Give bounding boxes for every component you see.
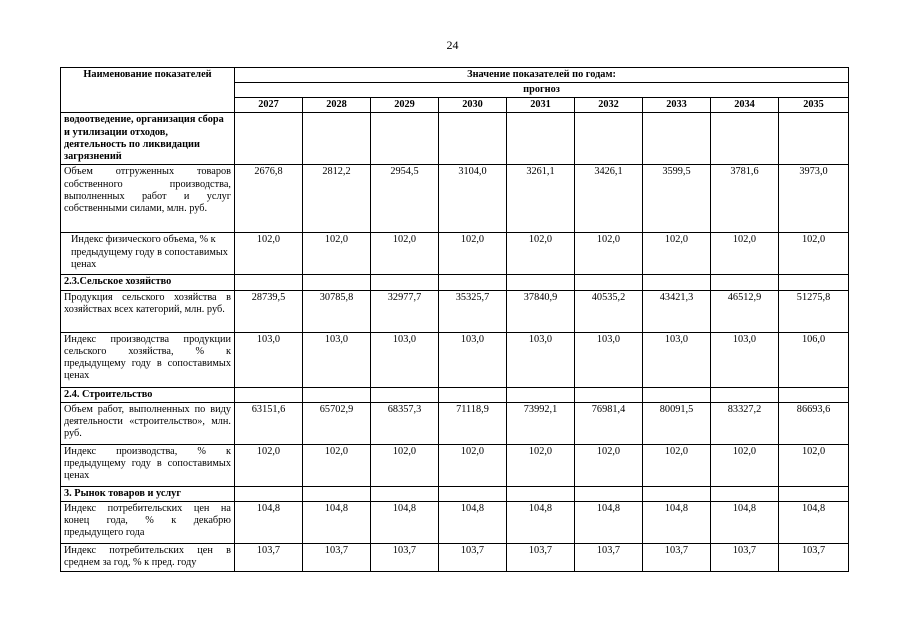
value-cell: 83327,2 [711,402,779,444]
value-cell: 103,7 [371,543,439,571]
row-label: Индекс производства, % к предыдущему году в сопоставимых ценах [61,444,235,486]
row-label: Индекс физического объема, % к предыдущему году в сопоставимых ценах [61,233,235,275]
row-label: Объем отгруженных товаров собственного производства, выполненных работ и услуг собственными силами, млн. руб. [61,165,235,233]
value-cell: 102,0 [235,233,303,275]
header-year: 2032 [575,98,643,113]
section-heading: 3. Рынок товаров и услуг [61,486,235,501]
value-cell: 102,0 [371,444,439,486]
value-cell: 103,0 [371,332,439,387]
value-cell: 37840,9 [507,290,575,332]
value-cell: 103,0 [507,332,575,387]
value-cell: 30785,8 [303,290,371,332]
value-cell: 103,0 [303,332,371,387]
table-row [61,444,849,486]
value-cell: 104,8 [235,501,303,543]
value-cell: 103,7 [303,543,371,571]
value-cell: 104,8 [507,501,575,543]
value-cell [439,275,507,290]
row-label: Индекс производства продукции сельского хозяйства, % к предыдущему году в сопоставимых ценах [61,332,235,387]
value-cell [507,113,575,165]
value-cell [779,275,849,290]
value-cell [779,387,849,402]
row-label: водоотведение, организация сбора и утилизации отходов, деятельность по ликвидации загрязнений [61,113,235,165]
value-cell: 2812,2 [303,165,371,233]
value-cell: 102,0 [575,444,643,486]
value-cell: 46512,9 [711,290,779,332]
value-cell [303,275,371,290]
value-cell: 51275,8 [779,290,849,332]
table-header [61,68,849,113]
value-cell: 35325,7 [439,290,507,332]
value-cell: 102,0 [303,444,371,486]
value-cell: 43421,3 [643,290,711,332]
header-year: 2034 [711,98,779,113]
value-cell [711,275,779,290]
value-cell: 102,0 [643,233,711,275]
value-cell: 86693,6 [779,402,849,444]
page-number: 24 [446,38,459,52]
value-cell: 104,8 [643,501,711,543]
value-cell: 3599,5 [643,165,711,233]
table-row [61,402,849,444]
row-label: Объем работ, выполненных по виду деятельности «строительство», млн. руб. [61,402,235,444]
value-cell [371,387,439,402]
value-cell: 103,0 [711,332,779,387]
value-cell [643,486,711,501]
header-values-title: Значение показателей по годам: [235,68,849,83]
value-cell [235,387,303,402]
value-cell: 102,0 [507,233,575,275]
value-cell: 102,0 [711,233,779,275]
table-body [61,113,849,571]
value-cell: 103,7 [711,543,779,571]
header-year: 2031 [507,98,575,113]
value-cell: 102,0 [439,444,507,486]
value-cell: 103,7 [439,543,507,571]
value-cell [439,387,507,402]
value-cell [371,486,439,501]
section-row [61,275,849,290]
value-cell: 63151,6 [235,402,303,444]
table-row [61,113,849,165]
row-label: Индекс потребительских цен в среднем за год, % к пред. году [61,543,235,571]
section-row [61,387,849,402]
value-cell [643,113,711,165]
value-cell: 103,0 [575,332,643,387]
table-row [61,233,849,275]
value-cell: 76981,4 [575,402,643,444]
value-cell [643,387,711,402]
value-cell [711,387,779,402]
value-cell: 103,7 [779,543,849,571]
value-cell [235,486,303,501]
header-year: 2030 [439,98,507,113]
value-cell: 103,0 [235,332,303,387]
value-cell: 102,0 [779,444,849,486]
value-cell: 80091,5 [643,402,711,444]
value-cell [711,486,779,501]
value-cell: 102,0 [711,444,779,486]
value-cell: 102,0 [371,233,439,275]
value-cell: 103,0 [439,332,507,387]
value-cell: 3426,1 [575,165,643,233]
value-cell: 28739,5 [235,290,303,332]
value-cell [643,275,711,290]
value-cell: 102,0 [439,233,507,275]
table-row [61,165,849,233]
value-cell [235,275,303,290]
value-cell [575,275,643,290]
value-cell [303,113,371,165]
section-heading: 2.4. Строительство [61,387,235,402]
header-year: 2035 [779,98,849,113]
value-cell: 103,7 [575,543,643,571]
value-cell: 104,8 [575,501,643,543]
value-cell [507,486,575,501]
value-cell: 3781,6 [711,165,779,233]
value-cell: 103,7 [235,543,303,571]
indicators-table [60,67,849,572]
value-cell: 102,0 [643,444,711,486]
header-year: 2029 [371,98,439,113]
value-cell: 3261,1 [507,165,575,233]
value-cell: 102,0 [303,233,371,275]
value-cell: 73992,1 [507,402,575,444]
value-cell [303,486,371,501]
value-cell [439,113,507,165]
value-cell: 2676,8 [235,165,303,233]
value-cell: 65702,9 [303,402,371,444]
table-row [61,543,849,571]
value-cell [779,486,849,501]
value-cell: 102,0 [507,444,575,486]
value-cell [779,113,849,165]
value-cell [235,113,303,165]
value-cell [711,113,779,165]
header-name-column: Наименование показателей [61,68,235,113]
value-cell: 68357,3 [371,402,439,444]
value-cell [371,113,439,165]
value-cell: 104,8 [779,501,849,543]
value-cell: 40535,2 [575,290,643,332]
value-cell: 102,0 [235,444,303,486]
value-cell [507,387,575,402]
value-cell: 3104,0 [439,165,507,233]
value-cell: 103,7 [643,543,711,571]
value-cell: 102,0 [779,233,849,275]
section-row [61,486,849,501]
value-cell [575,113,643,165]
table-row [61,332,849,387]
row-label: Индекс потребительских цен на конец года, % к декабрю предыдущего года [61,501,235,543]
header-year: 2033 [643,98,711,113]
table-row [61,290,849,332]
value-cell [303,387,371,402]
value-cell: 32977,7 [371,290,439,332]
value-cell: 104,8 [711,501,779,543]
value-cell: 2954,5 [371,165,439,233]
value-cell: 103,0 [643,332,711,387]
value-cell [575,486,643,501]
value-cell: 104,8 [439,501,507,543]
value-cell [371,275,439,290]
value-cell [439,486,507,501]
section-heading: 2.3.Сельское хозяйство [61,275,235,290]
value-cell [507,275,575,290]
value-cell: 102,0 [575,233,643,275]
header-year: 2027 [235,98,303,113]
value-cell: 104,8 [371,501,439,543]
value-cell: 104,8 [303,501,371,543]
row-label: Продукция сельского хозяйства в хозяйствах всех категорий, млн. руб. [61,290,235,332]
value-cell: 103,7 [507,543,575,571]
table-row [61,501,849,543]
header-forecast: прогноз [235,83,849,98]
header-year: 2028 [303,98,371,113]
value-cell: 3973,0 [779,165,849,233]
value-cell [575,387,643,402]
value-cell: 71118,9 [439,402,507,444]
value-cell: 106,0 [779,332,849,387]
